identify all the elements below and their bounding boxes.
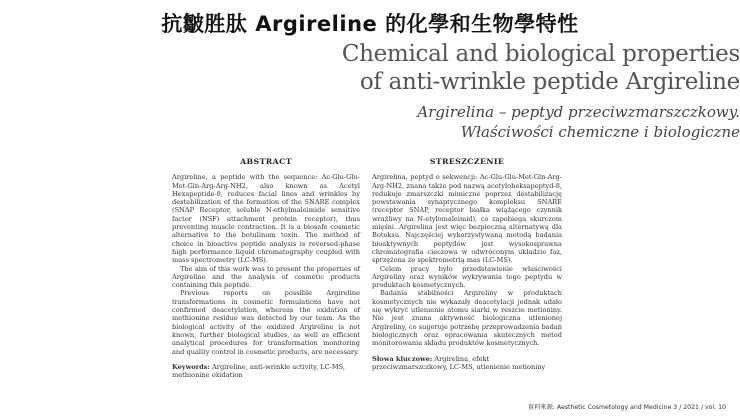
abstract-keywords-label: Keywords:: [172, 362, 210, 371]
streszczenie-keywords-label: Słowa kluczowe:: [372, 354, 433, 363]
article-title-line-2: of anti-wrinkle peptide Argireline: [359, 69, 740, 95]
article-subtitle-line-2: Właściwości chemiczne i biologiczne: [460, 123, 740, 141]
article-title-line-1: Chemical and biological properties: [341, 41, 740, 67]
streszczenie-keywords: [372, 355, 562, 372]
article-subtitle-line-1: Argirelina – peptyd przeciwzmarszczkowy.: [417, 103, 740, 121]
streszczenie-keywords-text: Argirelina, efekt przeciwzmarszczkowy, LC-MS, utlenienie metioniny: [372, 354, 546, 371]
abstract-keywords: [172, 363, 360, 380]
abstract-paragraph-1: Argireline, a peptide with the sequence: Ac-Glu-Glu-Met-Gln-Arg-Arg-NH2, also known as Acetyl Hexapeptide-8, reduces facial lines and wrinkles by destabilization of the formation of the SNARE complex (SNAP Receptor, soluble N-ethylmaleimide sensitive factor (NSF) attachment protein receptor), thus preventing muscle contraction. It is a biosafe cosmetic alternative to the botulinum toxin. The method of choice in bioactive peptide analysis is reversed-phase high performance liquid chromatography coupled with mass spectrometry (LC-MS).: [172, 173, 360, 265]
streszczenie-column: [372, 158, 562, 371]
abstract-keywords-text: Argireline, anti-wrinkle activity, LC-MS, methionine oxidation: [172, 362, 345, 380]
abstract-heading: ABSTRACT: [240, 157, 292, 166]
abstract-paragraph-2: The aim of this work was to present the properties of Argireline and the analysis of cosmetic products containing this peptide.: [172, 264, 360, 290]
abstract-column: [172, 158, 360, 379]
streszczenie-paragraph-3: Badania stabilności Argireliny w produktach kosmetycznych nie wykazały deacetylacji jednak udało się wykryć utlenienie atomu siarki w reszcie metioniny. Nie jest znana aktywność biologiczna utlenionej Argireliny, co sugeruje potrzebę przeprowadzenia badań biologicznych oraz opracowania skutecznych metod monitorowania składu produktów kosmetycznych.: [372, 289, 562, 348]
streszczenie-heading: STRESZCZENIE: [429, 157, 505, 166]
source-note: 資料來源: Aesthetic Cosmetology and Medicine 3 / 2021 / vol. 10: [528, 404, 726, 411]
streszczenie-paragraph-2: Celem pracy było przedstawienie właściwości Argireliny oraz wyników wykrywania tego peptydu w produktach kosmetycznych.: [372, 264, 562, 290]
streszczenie-paragraph-1: Argirelina, peptyd o sekwencji: Ac-Glu-Glu-Met-Gln-Arg-Arg-NH2, znana także pod nazwą acetyloheksapeptyd-8, redukuje zmarszczki mimiczne poprzez destabilizację powstawania synaptycznego kompleksu SNARE (receptor SNAP, receptor białka wiążącego czynnik wrażliwy na N-etylomaleimid), co zapobiega skurczom mięśni. Argirelina jest więc bezpieczną alternatywą dla Botoksu. Najczęściej wykorzystywaną metodą badania bioaktywnych peptydów jest wysokosprawna chromatografia cieczowa w odwróconym układzie faz, sprzężona ze spektrometrią mas (LC-MS).: [372, 173, 562, 265]
abstract-paragraph-3: Previous reports on possible Argireline transformations in cosmetic formulations have not confirmed deacetylation, whereas the oxidation of methionine residue was detected by our team. As the biological activity of the oxidized Argireline is not known, further biological studies, as well as efficient analytical procedures for transformation monitoring and quality control in cosmetic products, are necessary.: [172, 289, 360, 356]
slide-heading: 抗皺胜肽 Argireline 的化學和生物學特性: [161, 12, 579, 36]
